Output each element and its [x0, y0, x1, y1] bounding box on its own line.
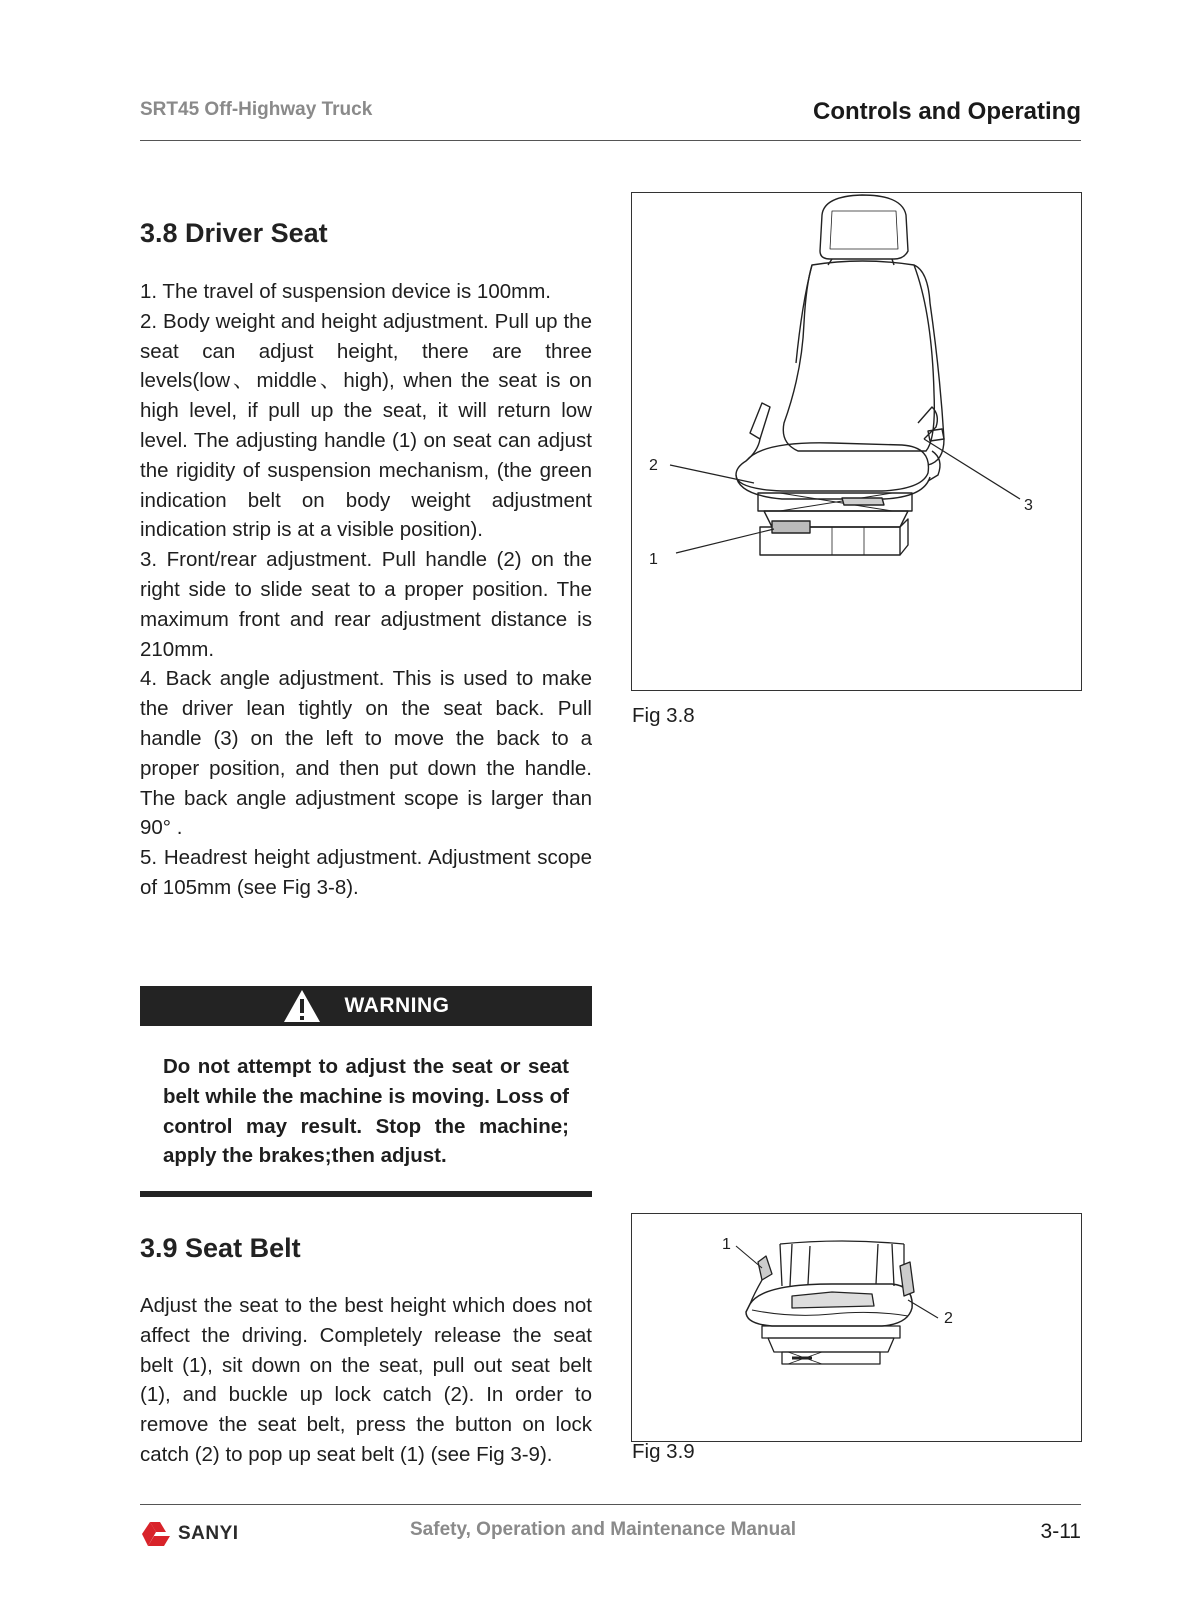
sanyi-logo-icon — [140, 1520, 172, 1548]
paragraph: Adjust the seat to the best height which does not affect the driving. Completely release the seat belt (1), sit down on the seat, pull out seat belt (1), and buckle up lock catch (2). In order to remove the seat belt, press the button on lock catch (2) to pop up seat belt (1) (see Fig 3-9). — [140, 1294, 592, 1466]
page-number: 3-11 — [1040, 1520, 1081, 1543]
callout-label: 3 — [1024, 497, 1033, 514]
warning-triangle-icon — [283, 989, 321, 1023]
list-item: 4. Back angle adjustment. This is used to make the driver lean tightly on the seat back. Pull handle (3) on the left to move the back to a proper position, and then put down the handle. The back angle adjustment scope is larger than 90° . — [140, 667, 592, 840]
warning-bottom-rule — [140, 1191, 592, 1197]
section-title-seat-belt: 3.9 Seat Belt — [140, 1233, 301, 1263]
warning-label: WARNING — [344, 994, 450, 1017]
driver-seat-illustration — [632, 193, 1081, 690]
brand-logo — [140, 1520, 239, 1548]
manual-title: Safety, Operation and Maintenance Manual — [410, 1519, 797, 1540]
callout-label: 2 — [649, 457, 658, 474]
figure-caption: Fig 3.8 — [632, 704, 695, 727]
chapter-title: Controls and Operating — [812, 98, 1081, 125]
footer-divider — [140, 1504, 1081, 1505]
seat-belt-instructions — [140, 1291, 592, 1470]
warning-banner — [140, 986, 592, 1026]
header-divider — [140, 140, 1081, 141]
list-item: 2. Body weight and height adjustment. Pull up the seat can adjust height, there are three levels(low、middle、high), when the seat is on high level, if pull up the seat, it will return low level. The adjusting handle (1) on seat can adjust the rigidity of suspension mechanism, (the green indication belt on body weight adjustment indication strip is at a visible position). — [140, 309, 592, 542]
callout-label: 1 — [722, 1236, 731, 1253]
warning-text: Do not attempt to adjust the seat or seat belt while the machine is moving. Loss of control may result. Stop the machine; apply the brakes;then adjust. — [163, 1055, 569, 1168]
list-item: 5. Headrest height adjustment. Adjustment scope of 105mm (see Fig 3-8). — [140, 846, 592, 899]
callout-label: 2 — [944, 1310, 953, 1327]
list-item: 3. Front/rear adjustment. Pull handle (2) on the right side to slide seat to a proper position. The maximum front and rear adjustment distance is 210mm. — [140, 548, 592, 661]
seat-belt-illustration — [632, 1214, 1081, 1441]
driver-seat-instructions — [140, 277, 592, 903]
figure-3-8 — [631, 192, 1082, 691]
figure-caption: Fig 3.9 — [632, 1440, 695, 1463]
callout-label: 1 — [649, 551, 658, 568]
list-item: 1. The travel of suspension device is 100mm. — [140, 280, 551, 303]
section-title-driver-seat: 3.8 Driver Seat — [140, 218, 328, 248]
brand-name: SANYI — [178, 1523, 239, 1544]
figure-3-9 — [631, 1213, 1082, 1442]
document-title: SRT45 Off-Highway Truck — [140, 99, 373, 120]
